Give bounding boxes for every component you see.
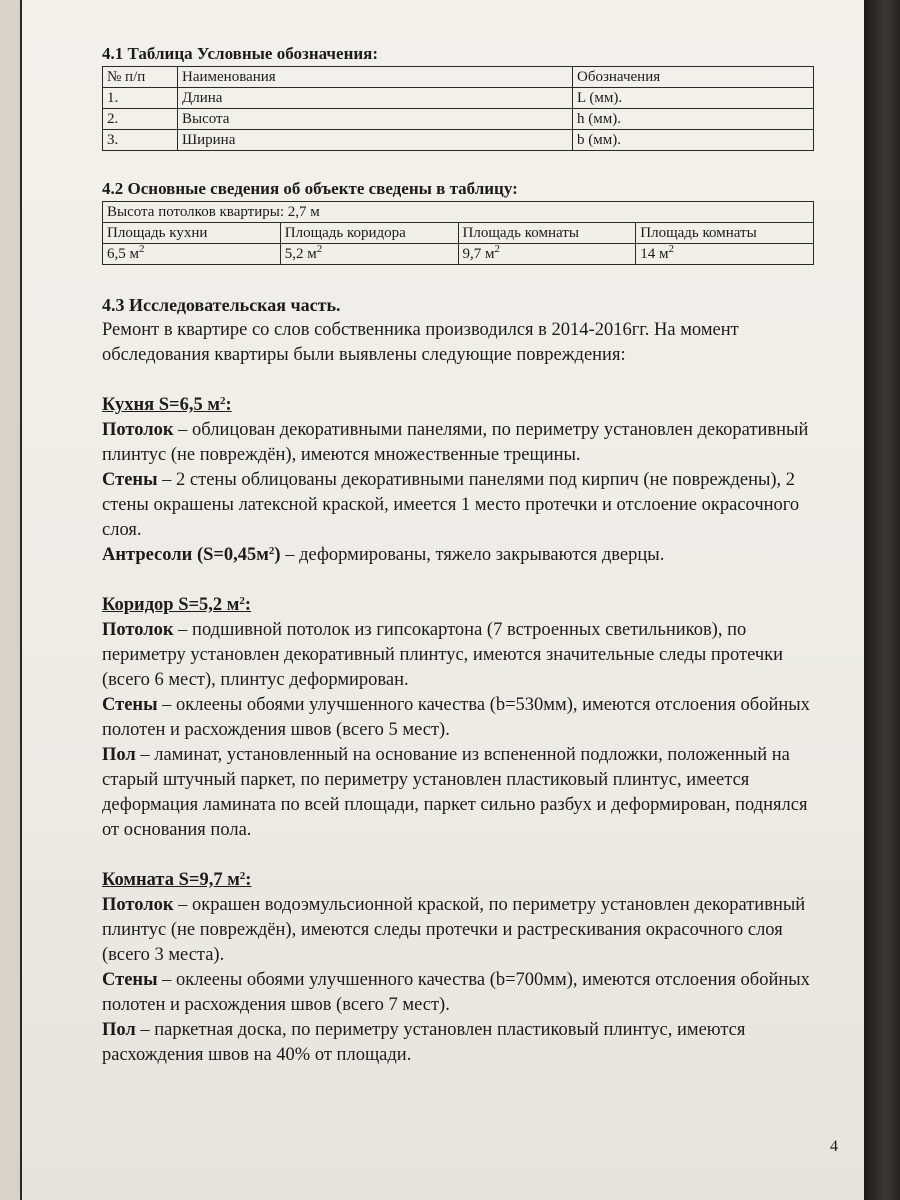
object-info-table (102, 201, 814, 265)
document-page (22, 0, 864, 1200)
table-cell: b (мм). (573, 130, 814, 151)
room-floor: Пол – паркетная доска, по периметру установлен пластиковый плинтус, имеются расхождения швов на 40% от площади. (102, 1020, 746, 1065)
header-cell: Площадь комнаты (636, 223, 814, 244)
header-cell: Площадь кухни (103, 223, 281, 244)
corridor-ceiling: Потолок – подшивной потолок из гипсокартона (7 встроенных светильников), по периметру установлен декоративный плинтус, имеются значительные следы протечки (всего 6 мест), плинтус деформирован. (102, 620, 784, 690)
table-row (103, 88, 814, 109)
kitchen-walls: Стены – 2 стены облицованы декоративными панелями под кирпич (не повреждены), 2 стены окрашены латексной краской, имеется 1 место протечки и отслоение окрасочного слоя. (102, 470, 800, 540)
binder-edge (864, 0, 900, 1200)
header-cell: Площадь коридора (280, 223, 458, 244)
legend-table (102, 66, 814, 151)
page-content (102, 44, 814, 1068)
header-cell: Обозначения (573, 67, 814, 88)
table-cell: 1. (103, 88, 178, 109)
kitchen-mezzanine: Антресоли $(S=0,45м^2)$ – деформированы, тяжело закрываются дверцы. (102, 545, 665, 565)
section-4-2-heading: 4.2 Основные сведения об объекте сведены в таблицу: (102, 179, 518, 198)
table-row (103, 109, 814, 130)
header-cell: Наименования (178, 67, 573, 88)
kitchen-title: Кухня S=6,5 $м^2$: (102, 395, 232, 415)
table-header-row (103, 223, 814, 244)
ceiling-height-cell: Высота потолков квартиры: 2,7 м (103, 202, 814, 223)
area-value-cell: 6,5 $м^2$ (103, 244, 281, 265)
room-title: Комната S=9,7 $м^2$: (102, 870, 252, 890)
table-cell: 3. (103, 130, 178, 151)
area-value-cell: 9,7 $м^2$ (458, 244, 636, 265)
section-4-3 (102, 293, 814, 1068)
section-4-3-heading: 4.3 Исследовательская часть. (102, 295, 341, 315)
corridor-floor: Пол – ламинат, установленный на основание из вспененной подложки, положенный на старый штучный паркет, по периметру установлен пластиковый плинтус, имеется деформация ламината по всей площади, паркет сильно разбух и деформирован, поднялся от основания пола. (102, 745, 808, 840)
table-cell: L (мм). (573, 88, 814, 109)
page-number: 4 (830, 1138, 838, 1155)
section-4-1-heading: 4.1 Таблица Условные обозначения: (102, 44, 379, 63)
table-row (103, 202, 814, 223)
room-ceiling: Потолок – окрашен водоэмульсионной краской, по периметру установлен декоративный плинтус (не повреждён), имеются следы протечки и растрескивания окрасочного слоя (всего 3 места). (102, 895, 806, 965)
table-cell: Длина (178, 88, 573, 109)
header-cell: Площадь комнаты (458, 223, 636, 244)
corridor-walls: Стены – оклеены обоями улучшенного качества (b=530мм), имеются отслоения обойных полотен и расхождения швов (всего 5 мест). (102, 695, 810, 740)
area-value-cell: 14 $м^2$ (636, 244, 814, 265)
table-row (103, 244, 814, 265)
area-value-cell: 5,2 $м^2$ (280, 244, 458, 265)
table-cell: Высота (178, 109, 573, 130)
table-cell: 2. (103, 109, 178, 130)
header-cell: № п/п (103, 67, 178, 88)
kitchen-ceiling: Потолок – облицован декоративными панелями, по периметру установлен декоративный плинтус (не повреждён), имеются множественные трещины. (102, 420, 809, 465)
intro-paragraph: Ремонт в квартире со слов собственника производился в 2014-2016гг. На момент обследования квартиры были выявлены следующие повреждения: (102, 320, 739, 365)
room-walls: Стены – оклеены обоями улучшенного качества (b=700мм), имеются отслоения обойных полотен и расхождения швов (всего 7 мест). (102, 970, 810, 1015)
table-cell: h (мм). (573, 109, 814, 130)
table-header-row (103, 67, 814, 88)
table-row (103, 130, 814, 151)
table-cell: Ширина (178, 130, 573, 151)
corridor-title: Коридор S=5,2 $м^2$: (102, 595, 252, 615)
